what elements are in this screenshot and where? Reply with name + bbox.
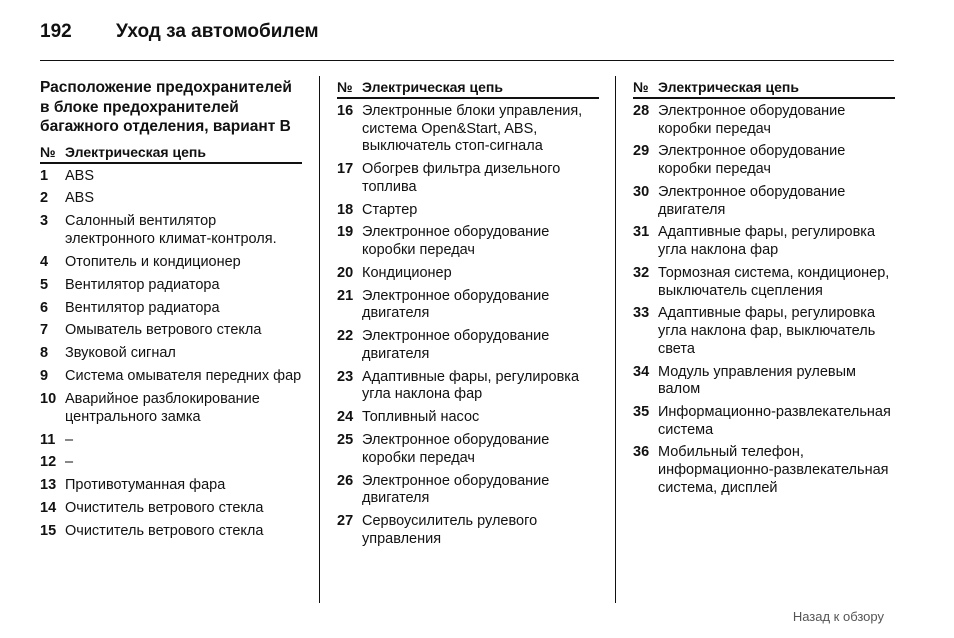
circuit-description: Информационно-развлекательная система	[658, 403, 891, 438]
table-row	[633, 404, 895, 439]
circuit-description: Противотуманная фара	[65, 477, 226, 494]
fuse-number: 29	[633, 143, 650, 160]
circuit-description: Модуль управления рулевым валом	[658, 363, 856, 398]
circuit-description: Вентилятор радиатора	[65, 299, 220, 316]
table-header	[40, 144, 302, 164]
fuse-number: 16	[337, 103, 354, 119]
fuse-number: 22	[337, 328, 354, 345]
page-title: Уход за автомобилем	[116, 21, 319, 42]
circuit-description: Адаптивные фары, регулировка угла наклона фар	[362, 368, 580, 403]
circuit-description: –	[65, 454, 74, 471]
fuse-number: 13	[40, 477, 57, 494]
column-1	[40, 78, 302, 546]
fuse-number: 8	[40, 345, 49, 362]
circuit-description: Стартер	[362, 201, 418, 218]
fuse-number: 1	[40, 167, 49, 184]
header-number: №	[633, 79, 649, 95]
circuit-description: Электронное оборудование двигателя	[362, 472, 550, 507]
table-row	[633, 184, 895, 219]
fuse-number: 33	[633, 305, 650, 322]
table-row	[40, 190, 302, 208]
fuse-number: 25	[337, 432, 354, 449]
fuse-number: 2	[40, 190, 49, 207]
table-row	[40, 168, 302, 186]
fuse-number: 10	[40, 391, 57, 408]
header-number: №	[40, 143, 56, 160]
circuit-description: Мобильный телефон, информационно-развлекательная система, дисплей	[658, 444, 889, 496]
fuse-number: 28	[633, 103, 650, 119]
fuse-number: 26	[337, 472, 354, 489]
circuit-description: Электронное оборудование коробки передач	[362, 224, 550, 259]
table-row	[633, 224, 895, 259]
circuit-description: Топливный насос	[362, 409, 480, 426]
table-header	[337, 79, 599, 99]
table-row	[40, 523, 302, 541]
fuse-number: 6	[40, 299, 49, 316]
table-row	[633, 265, 895, 300]
circuit-description: Система омывателя передних фар	[65, 368, 302, 385]
header-number: №	[337, 79, 353, 95]
header-circuit: Электрическая цепь	[362, 79, 503, 95]
header-circuit: Электрическая цепь	[65, 143, 206, 160]
fuse-number: 12	[40, 454, 57, 471]
circuit-description: Вентилятор радиатора	[65, 276, 220, 293]
fuse-number: 23	[337, 368, 354, 385]
table-row	[337, 473, 599, 508]
fuse-number: 14	[40, 500, 57, 517]
table-row	[40, 345, 302, 363]
table-row	[337, 103, 599, 156]
table-row	[337, 432, 599, 467]
table-row	[40, 368, 302, 386]
circuit-description: –	[65, 431, 74, 448]
table-row	[633, 103, 895, 138]
table-row	[40, 213, 302, 248]
fuse-number: 4	[40, 253, 49, 270]
table-row	[337, 328, 599, 363]
circuit-description: Адаптивные фары, регулировка угла наклона фар	[658, 224, 876, 259]
circuit-description: Электронное оборудование коробки передач	[362, 432, 550, 466]
fuse-list	[337, 103, 599, 548]
fuse-number: 36	[633, 444, 650, 461]
fuse-number: 31	[633, 224, 650, 241]
fuse-number: 32	[633, 264, 650, 281]
table-row	[337, 513, 599, 548]
circuit-description: Электронное оборудование двигателя	[658, 183, 846, 218]
circuit-description: Салонный вентилятор электронного климат-контроля.	[65, 213, 277, 247]
circuit-description: Электронное оборудование двигателя	[362, 287, 550, 322]
table-row	[337, 202, 599, 220]
circuit-description: Омыватель ветрового стекла	[65, 322, 262, 339]
table-row	[337, 369, 599, 404]
table-header	[633, 79, 895, 99]
circuit-description: Электронное оборудование коробки передач	[658, 143, 846, 178]
header-circuit: Электрическая цепь	[658, 79, 799, 95]
table-row	[40, 500, 302, 518]
fuse-list	[633, 103, 895, 497]
table-row	[337, 265, 599, 283]
fuse-number: 24	[337, 409, 354, 426]
circuit-description: Адаптивные фары, регулировка угла наклона фар, выключатель света	[658, 305, 876, 357]
table-row	[337, 224, 599, 259]
table-row	[337, 288, 599, 323]
column-3	[633, 78, 895, 503]
fuse-number: 34	[633, 363, 650, 380]
table-row	[633, 444, 895, 497]
table-row	[633, 305, 895, 358]
circuit-description: Электронные блоки управления, система Open&Start, ABS, выключатель стоп-сигнала	[362, 103, 583, 155]
table-row	[40, 454, 302, 472]
circuit-description: Обогрев фильтра дизельного топлива	[362, 161, 561, 195]
circuit-description: ABS	[65, 190, 95, 207]
section-heading: Расположение предохранителей в блоке предохранителей багажного отделения, вариант B	[40, 79, 292, 135]
table-row	[633, 143, 895, 178]
fuse-number: 9	[40, 368, 49, 385]
fuse-number: 5	[40, 276, 49, 293]
table-row	[40, 277, 302, 295]
table-row	[337, 409, 599, 427]
circuit-description: ABS	[65, 167, 95, 184]
table-row	[40, 391, 302, 426]
table-row	[40, 254, 302, 272]
fuse-number: 35	[633, 403, 650, 420]
circuit-description: Кондиционер	[362, 264, 452, 281]
back-to-overview-link[interactable]: Назад к обзору	[792, 609, 884, 624]
column-divider	[319, 76, 320, 603]
table-row	[40, 300, 302, 318]
fuse-number: 30	[633, 183, 650, 200]
table-row	[40, 432, 302, 450]
fuse-number: 11	[40, 431, 56, 448]
circuit-description: Звуковой сигнал	[65, 345, 176, 362]
circuit-description: Аварийное разблокирование центрального замка	[65, 391, 260, 425]
column-2	[337, 78, 599, 554]
fuse-number: 17	[337, 161, 354, 178]
circuit-description: Электронное оборудование коробки передач	[658, 103, 846, 137]
circuit-description: Сервоусилитель рулевого управления	[362, 513, 538, 547]
circuit-description: Очиститель ветрового стекла	[65, 500, 264, 517]
fuse-number: 27	[337, 513, 354, 530]
header-divider	[40, 60, 894, 61]
page-number: 192	[40, 21, 72, 42]
fuse-number: 18	[337, 201, 354, 218]
fuse-number: 21	[337, 287, 354, 304]
table-row	[337, 161, 599, 196]
table-row	[40, 322, 302, 340]
fuse-number: 19	[337, 224, 354, 241]
table-row	[40, 477, 302, 495]
circuit-description: Тормозная система, кондиционер, выключатель сцепления	[658, 264, 890, 299]
fuse-number: 7	[40, 322, 49, 339]
fuse-number: 20	[337, 264, 354, 281]
column-divider	[615, 76, 616, 603]
fuse-list	[40, 168, 302, 541]
fuse-number: 3	[40, 213, 49, 230]
circuit-description: Отопитель и кондиционер	[65, 253, 241, 270]
fuse-number: 15	[40, 523, 57, 540]
circuit-description: Очиститель ветрового стекла	[65, 523, 264, 540]
table-row	[633, 364, 895, 399]
circuit-description: Электронное оборудование двигателя	[362, 328, 550, 362]
